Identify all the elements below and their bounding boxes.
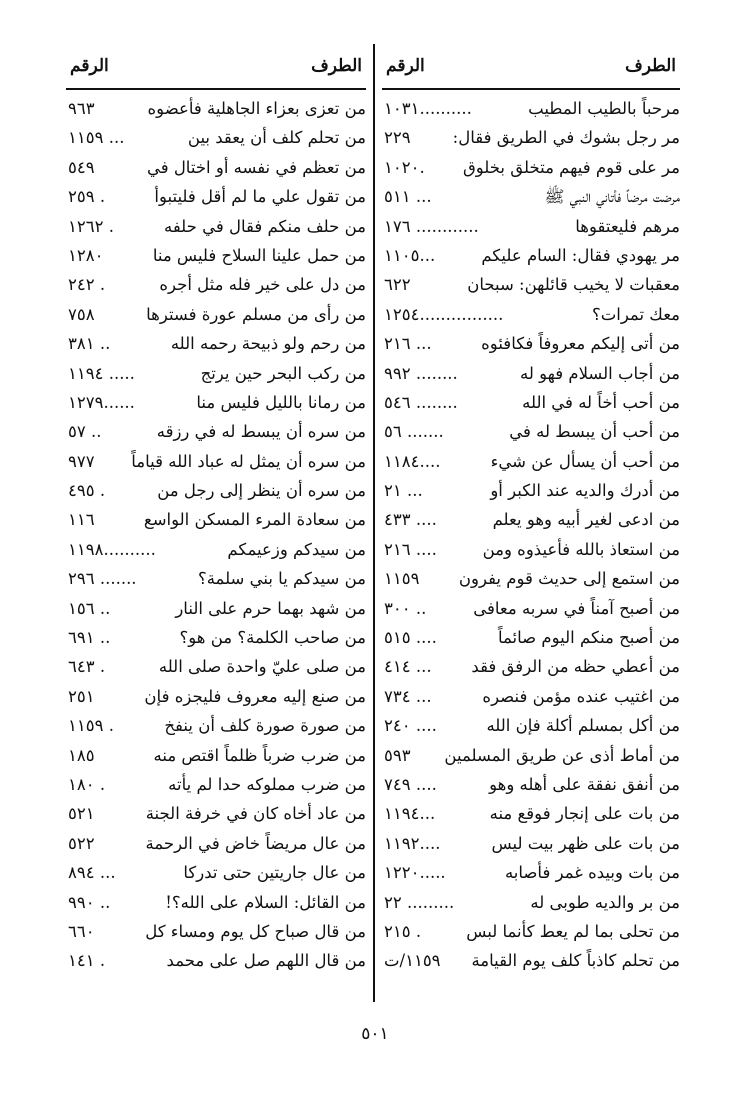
entry-text: من تعزى بعزاء الجاهلية فأعضوه (147, 99, 366, 118)
entry-text: من دل على خير فله مثل أجره (159, 275, 366, 295)
entry-text: من سره أن ينظر إلى رجل من (157, 481, 366, 501)
entry-text: من عاد أخاه كان في خرفة الجنة (145, 804, 366, 824)
index-entry (382, 917, 680, 946)
index-entry (382, 153, 680, 182)
index-entry (382, 564, 680, 593)
entry-text: من ركب البحر حين يرتج (200, 363, 366, 383)
entry-number: . ١٨٠ (68, 774, 106, 794)
index-entry (382, 682, 680, 711)
index-column-right (382, 44, 680, 1004)
entry-number: ٦٦٠ (68, 921, 95, 941)
index-entry (66, 946, 366, 975)
entry-text: من أدرك والديه عند الكبر أو (490, 481, 680, 501)
entry-number: ..........١١٩٨ (68, 539, 156, 559)
entry-text: مرهم فليعتقوها (575, 216, 680, 236)
entry-number: .١٠٢٠ (384, 157, 425, 177)
index-entry (66, 417, 366, 446)
index-entry (66, 359, 366, 388)
entry-number: ٩٦٣ (68, 99, 95, 118)
entry-text: من تحلى بما لم يعط كأنما لبس (466, 921, 680, 941)
index-entry (66, 741, 366, 770)
entry-text: من بات وبيده غمر فأصابه (504, 863, 680, 883)
index-entry (66, 623, 366, 652)
index-entry (66, 270, 366, 299)
entry-text: من سيدكم يا بني سلمة؟ (197, 569, 366, 589)
entry-text: من القائل: السلام على الله؟! (165, 892, 366, 912)
entry-number: . ١١٥٩ (68, 716, 114, 736)
entry-text: من عال مريضاً خاض في الرحمة (145, 833, 366, 853)
entry-number: . ٦٤٣ (68, 657, 106, 677)
index-entry (66, 535, 366, 564)
index-entry (382, 241, 680, 270)
entry-text: من بات على ظهر بيت ليس (491, 833, 680, 853)
index-entry (66, 212, 366, 241)
entry-number: ..........١٠٣١ (384, 99, 472, 118)
header-num-label: الرقم (386, 56, 425, 76)
entry-text: مر يهودي فقال: السام عليكم (481, 245, 680, 265)
entry-number: ........ ٥٤٦ (384, 392, 458, 412)
entry-number: ... ٢١٦ (384, 334, 432, 354)
entry-number: ........ ٩٩٢ (384, 363, 458, 383)
index-entry (66, 682, 366, 711)
index-entry (66, 564, 366, 593)
entry-number: .....١٢٢٠ (384, 863, 446, 883)
entry-number: ... ٧٣٤ (384, 686, 432, 706)
entry-number: .. ٥٧ (68, 422, 102, 442)
entry-text: مر رجل بشوك في الطريق فقال: (452, 128, 680, 148)
index-entry (66, 241, 366, 270)
entry-text: مر على قوم فيهم متخلق بخلوق (462, 157, 680, 177)
index-entry (382, 623, 680, 652)
index-entry (382, 417, 680, 446)
index-entry (382, 123, 680, 152)
index-entry (66, 770, 366, 799)
entry-number: ... ٥١١ (384, 187, 432, 207)
entry-list (382, 94, 680, 976)
index-entry (382, 300, 680, 329)
entry-number: . ١٢٦٢ (68, 216, 114, 236)
index-entry (382, 212, 680, 241)
entry-number: ......١٢٧٩ (68, 392, 135, 412)
entry-text: من صورة صورة كلف أن ينفخ (164, 716, 366, 736)
entry-text: من رأى من مسلم عورة فسترها (146, 304, 366, 324)
index-entry (382, 652, 680, 681)
entry-text: من أماط أذى عن طريق المسلمين (444, 745, 680, 765)
entry-text: من صاحب الكلمة؟ من هو؟ (179, 628, 366, 648)
entry-number: ...١١٠٥ (384, 245, 436, 265)
entry-number: ١١٥٩/ت (384, 951, 441, 971)
entry-text: من أعطي حظه من الرفق فقد (471, 657, 680, 677)
header-ref-label: الطرف (311, 56, 362, 76)
entry-text: من اغتيب عنده مؤمن فنصره (482, 686, 680, 706)
index-entry (66, 594, 366, 623)
index-entry (382, 711, 680, 740)
index-entry (382, 270, 680, 299)
index-entry (66, 300, 366, 329)
entry-number: ٧٥٨ (68, 304, 95, 324)
column-header (382, 44, 680, 90)
index-entry (66, 652, 366, 681)
entry-text: من استمع إلى حديث قوم يفرون (458, 569, 680, 589)
column-divider (373, 44, 375, 1002)
page-number: ٥٠١ (361, 1024, 389, 1044)
entry-text: من رحم ولو ذبيحة رحمه الله (170, 334, 366, 354)
index-entry (66, 829, 366, 858)
entry-text: من بات على إنجار فوقع منه (489, 804, 680, 824)
entry-number: .... ٧٤٩ (384, 774, 437, 794)
entry-number: ....... ٢٩٦ (68, 569, 137, 589)
entry-text: من ادعى لغير أبيه وهو يعلم (492, 510, 680, 530)
entry-number: ٥٩٣ (384, 745, 411, 765)
index-column-left (66, 44, 366, 1004)
entry-text: من قال صباح كل يوم ومساء كل (145, 921, 366, 941)
entry-text: من سره أن يمثل له عباد الله قياماً (131, 451, 366, 471)
index-entry (382, 94, 680, 123)
index-entry (66, 329, 366, 358)
index-entry (382, 505, 680, 534)
header-ref-label: الطرف (625, 56, 676, 76)
entry-number: .. ٣٨١ (68, 334, 111, 354)
entry-text: من بر والديه طوبى له (530, 892, 680, 912)
index-entry (382, 535, 680, 564)
entry-number: ١١٦ (68, 510, 95, 530)
entry-list (66, 94, 366, 976)
index-entry (66, 182, 366, 211)
entry-number: ١١٥٩ (384, 569, 420, 589)
entry-text: من صنع إليه معروف فليجزه فإن (144, 686, 366, 706)
entry-text: من أحب أن يبسط له في (509, 422, 680, 442)
entry-number: ......... ٢٢ (384, 892, 455, 912)
entry-number: ... ١١٥٩ (68, 128, 125, 148)
entry-text: من ضرب مملوكه حدا لم يأته (168, 774, 366, 794)
entry-text: من شهد بهما حرم على النار (175, 598, 366, 618)
entry-text: من أصبح منكم اليوم صائماً (497, 628, 680, 648)
index-entry (382, 329, 680, 358)
entry-number: .. ٦٩١ (68, 628, 111, 648)
entry-number: ٥٤٩ (68, 157, 95, 177)
entry-text: من أنفق نفقة على أهله وهو (489, 774, 680, 794)
index-entry (66, 858, 366, 887)
entry-number: ....١١٩٢ (384, 833, 441, 853)
index-entry (382, 770, 680, 799)
index-entry (66, 505, 366, 534)
entry-number: ... ٨٩٤ (68, 863, 116, 883)
index-entry (382, 476, 680, 505)
entry-number: .. ٩٩٠ (68, 892, 111, 912)
entry-number: . ٢١٥ (384, 921, 422, 941)
index-entry (66, 447, 366, 476)
entry-number: ١٢٨٠ (68, 245, 104, 265)
entry-text: من سيدكم وزعيمكم (227, 539, 366, 559)
entry-text: من استعاذ بالله فأعيذوه ومن (482, 539, 680, 559)
entry-number: .. ٣٠٠ (384, 598, 427, 618)
entry-number: ...١١٩٤ (384, 804, 436, 824)
index-entry (382, 388, 680, 417)
index-entry (66, 711, 366, 740)
entry-text: من حمل علينا السلاح فليس منا (152, 245, 366, 265)
entry-number: . ٤٩٥ (68, 481, 106, 501)
entry-text: مرحباً بالطيب المطيب (528, 99, 680, 118)
entry-text: من حلف منكم فقال في حلفه (163, 216, 366, 236)
entry-number: .... ٥١٥ (384, 628, 437, 648)
entry-text: من أحب أن يسأل عن شيء (490, 451, 680, 471)
entry-number: ..... ١١٩٤ (68, 363, 135, 383)
entry-number: ... ٢١ (384, 481, 423, 501)
entry-number: ٥٢١ (68, 804, 95, 824)
index-entry (382, 447, 680, 476)
entry-text: من أصبح آمناً في سربه معافى (473, 598, 680, 618)
entry-number: ....... ٥٦ (384, 422, 444, 442)
entry-number: ١٨٥ (68, 745, 95, 765)
index-entry (382, 359, 680, 388)
column-header (66, 44, 366, 90)
index-entry (66, 799, 366, 828)
entry-number: ٦٢٢ (384, 275, 411, 295)
index-entry (66, 476, 366, 505)
entry-text: من تعظم في نفسه أو اختال في (146, 157, 366, 177)
entry-text: من تحلم كاذباً كلف يوم القيامة (471, 951, 680, 971)
entry-text: من تحلم كلف أن يعقد بين (187, 128, 366, 148)
index-entry (382, 594, 680, 623)
entry-text: معقبات لا يخيب قائلهن: سبحان (467, 275, 680, 295)
entry-text: مرضت مرضاً فأتاني النبي ﷺ (544, 187, 680, 207)
index-entry (66, 94, 366, 123)
entry-text: من أتى إليكم معروفاً فكافئوه (481, 334, 680, 354)
entry-text: من سره أن يبسط له في رزقه (156, 422, 366, 442)
entry-number: . ٢٥٩ (68, 187, 106, 207)
entry-number: ....١١٨٤ (384, 451, 441, 471)
index-entry (66, 153, 366, 182)
index-entry (382, 858, 680, 887)
entry-number: .. ١٥٦ (68, 598, 111, 618)
entry-text: من تقول علي ما لم أقل فليتبوأ (154, 187, 366, 207)
index-entry (66, 388, 366, 417)
entry-number: ٢٢٩ (384, 128, 411, 148)
entry-number: ٢٥١ (68, 686, 95, 706)
entry-number: ٥٢٢ (68, 833, 95, 853)
index-entry (382, 799, 680, 828)
entry-text: معك تمرات؟ (591, 304, 680, 324)
entry-text: من أجاب السلام فهو له (519, 363, 680, 383)
index-entry (382, 741, 680, 770)
entry-text: من رمانا بالليل فليس منا (196, 392, 366, 412)
entry-number: .... ٢٤٠ (384, 716, 437, 736)
entry-text: من أحب أخاً له في الله (522, 392, 680, 412)
entry-text: من قال اللهم صل على محمد (166, 951, 366, 971)
entry-number: . ١٤١ (68, 951, 106, 971)
index-entry (66, 888, 366, 917)
index-entry (382, 946, 680, 975)
entry-number: .... ٤٣٣ (384, 510, 437, 530)
entry-number: ................١٢٥٤ (384, 304, 504, 324)
entry-text: من أكل بمسلم أكلة فإن الله (486, 716, 680, 736)
entry-number: ٩٧٧ (68, 451, 95, 471)
entry-number: . ٢٤٢ (68, 275, 106, 295)
entry-text: من سعادة المرء المسكن الواسع (143, 510, 366, 530)
entry-text: من عال جاريتين حتى تدركا (183, 863, 366, 883)
entry-number: ... ٤١٤ (384, 657, 432, 677)
index-entry (66, 917, 366, 946)
index-entry (382, 829, 680, 858)
entry-text: من صلى عليّ واحدة صلى الله (158, 657, 366, 677)
entry-text: من ضرب ضرباً ظلماً اقتص منه (153, 745, 366, 765)
index-entry (66, 123, 366, 152)
index-entry (382, 888, 680, 917)
index-entry (382, 182, 680, 211)
entry-number: .... ٢١٦ (384, 539, 437, 559)
header-num-label: الرقم (70, 56, 109, 76)
entry-number: ............ ١٧٦ (384, 216, 479, 236)
